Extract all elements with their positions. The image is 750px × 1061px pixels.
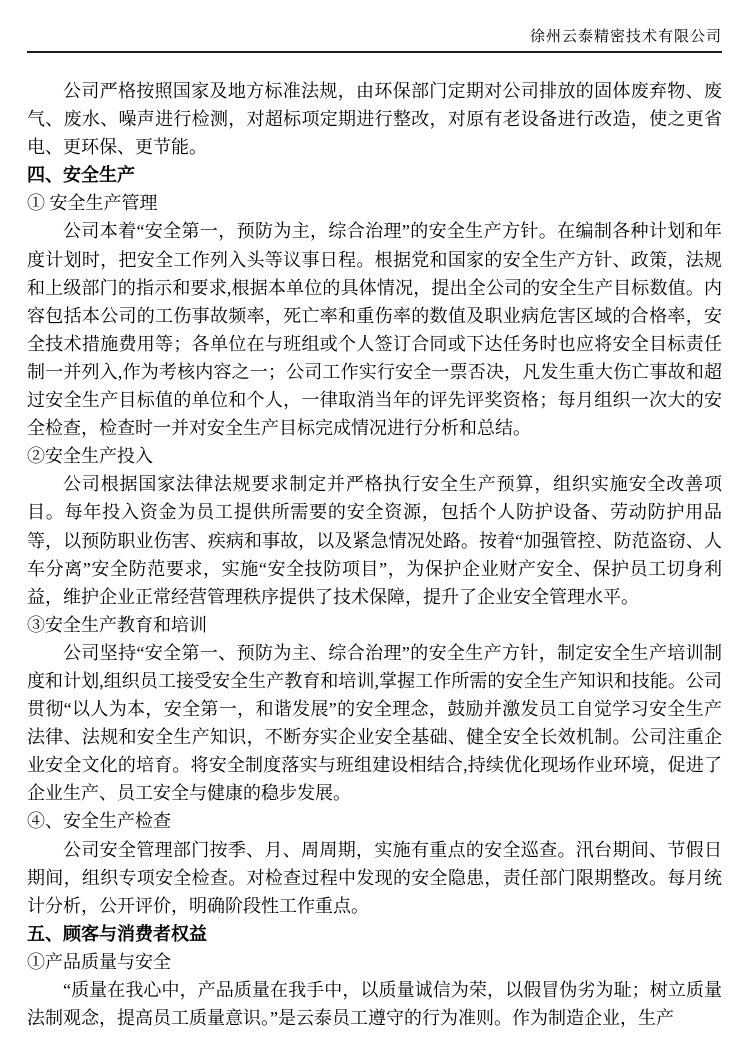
paragraph-safety-management: 公司本着“安全第一，预防为主，综合治理”的安全生产方针。在编制各种计划和年度计划时，把安全工作列入头等议事日程。根据党和国家的安全生产方针、政策，法规和上级部门的指示和要求,根据本单位的具体情况，提出全公司的安全生产目标数值。内容包括本公司的工伤事故频率，死亡率和重伤率的数值及职业病危害区域的合格率，安全技术措施费用等；各单位在与班组或个人签订合同或下达任务时也应将安全目标责任制一并列入,作为考核内容之一；公司工作实行安全一票否决，凡发生重大伤亡事故和超过安全生产目标值的单位和个人，一律取消当年的评先评奖资格；每月组织一次大的安全检查，检查时一并对安全生产目标完成情况进行分析和总结。 [27, 221, 722, 439]
subheading-3-safety-education-training: ③安全生产教育和培训 [27, 614, 207, 635]
paragraph-safety-education-training: 公司坚持“安全第一、预防为主、综合治理”的安全生产方针，制定安全生产培训制度和计划,组织员工接受安全生产教育和培训,掌握工作所需的安全生产知识和技能。公司贯彻“以人为本，安全第一，和谐发展”的安全理念，鼓励并激发员工自觉学习安全生产法律、法规和安全生产知识，不断夯实企业安全基础、健全安全长效机制。公司注重企业安全文化的培育。将安全制度落实与班组建设相结合,持续优化现场作业环境，促进了企业生产、员工安全与健康的稳步发展。 [27, 642, 722, 804]
paragraph-safety-investment: 公司根据国家法律法规要求制定并严格执行安全生产预算，组织实施安全改善项目。每年投入资金为员工提供所需要的安全资源，包括个人防护设备、劳动防护用品等，以预防职业伤害、疾病和事故，以及紧急情况处路。按着“加强管控、防范盗窃、人车分离”安全防范要求，实施“安全技防项目”，为保护企业财产安全、保护员工切身利益，维护企业正常经营管理秩序提供了技术保障，提升了企业安全管理水平。 [27, 474, 722, 607]
heading-section-4-safety-production: 四、安全生产 [27, 165, 135, 186]
subheading-2-safety-investment: ②安全生产投入 [27, 446, 153, 467]
paragraph-safety-inspection: 公司安全管理部门按季、月、周周期，实施有重点的安全巡查。汛台期间、节假日期间，组织专项安全检查。对检查过程中发现的安全隐患，责任部门限期整改。每月统计分析，公开评价，明确阶段性工作重点。 [27, 839, 722, 916]
paragraph-product-quality-safety: “质量在我心中，产品质量在我手中，以质量诚信为荣，以假冒伪劣为耻；树立质量法制观念，提高员工质量意识。”是云泰员工遵守的行为准则。作为制造企业，生产 [27, 980, 722, 1029]
subheading-1-product-quality-safety: ①产品质量与安全 [27, 951, 171, 972]
heading-section-5-customer-rights: 五、顾客与消费者权益 [27, 923, 207, 944]
document-body [27, 53, 722, 1032]
page-header [27, 0, 722, 53]
company-name: 徐州云泰精密技术有限公司 [529, 29, 722, 45]
subheading-4-safety-inspection: ④、安全生产检查 [27, 811, 171, 832]
paragraph-environmental-compliance: 公司严格按照国家及地方标准法规，由环保部门定期对公司排放的固体废弃物、废气、废水、噪声进行检测，对超标项定期进行整改，对原有老设备进行改造，使之更省电、更环保、更节能。 [27, 81, 722, 158]
subheading-1-safety-management: ① 安全生产管理 [27, 193, 158, 214]
